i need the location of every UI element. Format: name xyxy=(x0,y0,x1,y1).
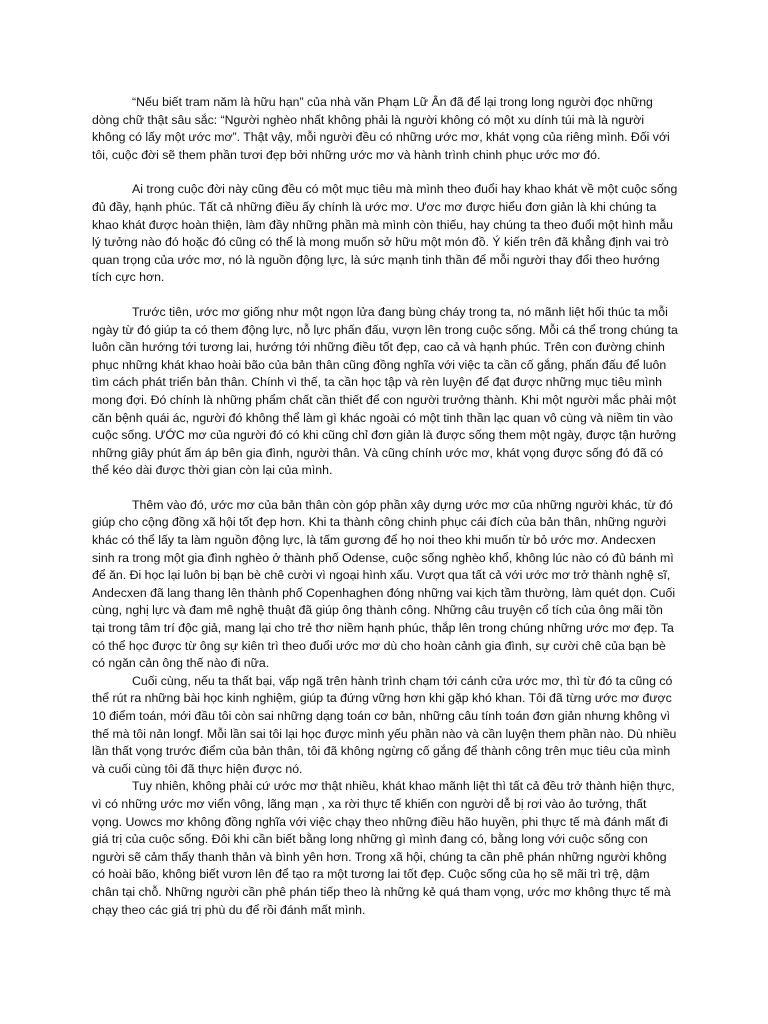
paragraph-motivation: Trước tiên, ước mơ giống như một ngọn lửa đang bùng cháy trong ta, nó mãnh liệt hối thúc ta mỗi ngày từ đó giúp ta có them động lực, nỗ lực phấn đấu, vượn lên trong cuộc sống. Mỗi cá thể trong chúng ta luôn cần hướng tới tương lai, hướng tới những điều tốt đẹp, cao cả và hạnh phúc. Trên con đường chinh phục những khát khao hoài bão của bản thân cũng đồng nghĩa với việc ta cần cố gắng, phấn đấu để luôn tìm cách phát triển bản thân. Chính vì thế, ta cần học tập và rèn luyện để đạt được những mục tiêu mình mong đợi. Đó chính là những phẩm chất cần thiết để con người trưởng thành. Khi một người mắc phải một căn bệnh quái ác, người đó không thể làm gì khác ngoài có một tinh thần lạc quan vô cùng và niềm tin vào cuộc sống. ƯỚC mơ của người đó có khi cũng chỉ đơn giản là được sống them một ngày, được tận hưởng những giây phút ấm áp bên gia đình, người thân. Và cũng chính ước mơ, khát vọng được sống đó đã có thể kéo dài được thời gian còn lại của mình. xyxy=(92,304,678,478)
paragraph-andersen-example: Thêm vào đó, ước mơ của bản thân còn góp phần xây dựng ước mơ của những người khác, từ đó giúp cho cộng đồng xã hội tốt đẹp hơn. Khi ta thành công chinh phục cái đích của bản thân, những người khác có thể lấy ta làm nguồn động lực, là tấm gương để họ noi theo khi muốn từ bỏ ước mơ. Andecxen sinh ra trong một gia đình nghèo ở thành phố Odense, cuộc sống nghèo khổ, không lúc nào có đủ bánh mì để ăn. Đi học lại luôn bị bạn bè chê cười vì ngoại hình xấu. Vượt qua tất cả với ước mơ trở thành nghệ sĩ, Andecxen đã lang thang lên thành phố Copenhaghen đóng những vai kịch tầm thường, làm quét dọn. Cuối cùng, nghị lực và đam mê nghệ thuật đã giúp ông thành công. Những câu truyện cổ tích của ông mãi tồn tại trong tâm trí độc giả, mang lại cho trẻ thơ niềm hạnh phúc, thắp lên trong chúng những ước mơ đẹp. Ta có thể học được từ ông sự kiên trì theo đuổi ước mơ dù cho hoàn cảnh gia đình, sự cười chê của bạn bè có ngăn cản ông thế nào đi nữa. xyxy=(92,497,676,671)
paragraph-counterpoint: Tuy nhiên, không phải cứ ước mơ thật nhiều, khát khao mãnh liệt thì tất cả đều trở thành hiện thực, vì có những ước mơ viển vông, lãng mạn , xa rời thực tế khiến con người dễ bị rơi vào ảo tưởng, thất vọng. Uowcs mơ không đồng nghĩa với việc chạy theo những điều hão huyền, phi thực tế mà đánh mất đi giá trị của cuộc sống. Đôi khi cần biết bằng long những gì mình đang có, bằng long với cuộc sống con người sẽ cảm thấy thanh thản và bình yên hơn. Trong xã hội, chúng ta cần phê phán những người không có hoài bão, không biết vươn lên để tạo ra một tương lai tốt đẹp. Cuộc sống của họ sẽ mãi trì trệ, dậm chân tại chỗ. Những người cần phê phán tiếp theo là những kẻ quá tham vọng, ước mơ không thực tế mà chạy theo các giá trị phù du để rồi đánh mất mình. xyxy=(92,779,675,917)
paragraph-intro: “Nếu biết tram năm là hữu hạn” của nhà văn Phạm Lữ Ân đã để lại trong long người đọc những dòng chữ thật sâu sắc: “Người nghèo nhất không phải là người không có một xu dính túi mà là người không có lấy một ước mơ”. Thật vậy, mỗi người đều có những ước mơ, khát vọng của riêng mình. Đối với tôi, cuộc đời sẽ them phần tươi đẹp bởi những ước mơ và hành trình chinh phục ước mơ đó. xyxy=(92,95,670,162)
essay-body xyxy=(92,94,678,919)
paragraph-failure-lessons: Cuối cùng, nếu ta thất bại, vấp ngã trên hành trình chạm tới cánh cửa ước mơ, thì từ đó ta cũng có thể rút ra những bài học kinh nghiệm, giúp ta đứng vững hơn khi gặp khó khan. Tôi đã từng ước mơ được 10 điểm toán, mới đầu tôi còn sai những dạng toán cơ bản, những câu tính toán đơn giản nhưng không vì thế mà tôi nản longf. Mỗi lần sai tôi lại học được mình yếu phần nào và cần luyện them phần nào. Dù nhiều lần thất vọng trước điểm của bản thân, tôi đã không ngừng cố gắng để thành công trên mục tiêu của mình và cuối cùng tôi đã thực hiện được nó. xyxy=(92,673,677,776)
paragraph-definition: Ai trong cuộc đời này cũng đều có một mục tiêu mà mình theo đuổi hay khao khát về một cuộc sống đủ đầy, hạnh phúc. Tất cả những điều ấy chính là ước mơ. Ươc mơ được hiểu đơn giản là khi chúng ta khao khát được hoàn thiện, làm đầy những phần mà mình còn thiếu, hay chúng ta theo đuổi một hình mẫu lý tưởng nào đó hoặc đó cũng có thể là mong muốn sở hữu một món đồ. Ý kiến trên đã khẳng định vai trò quan trọng của ước mơ, nó là nguồn động lực, là sức mạnh tinh thần để mỗi người thay đổi theo hướng tích cực hơn. xyxy=(92,182,678,285)
